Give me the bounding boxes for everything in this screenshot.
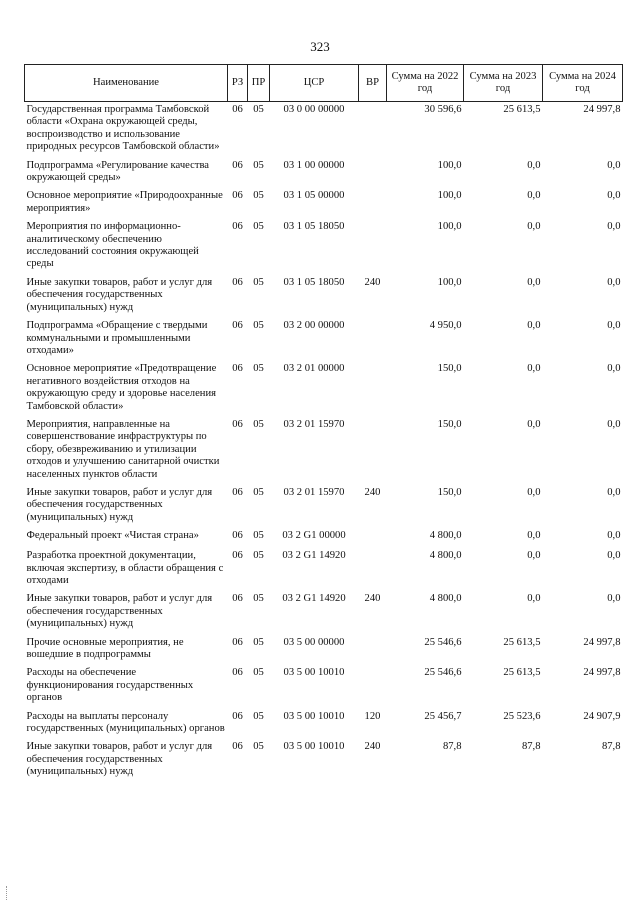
row-sum-2022: 87,8 <box>442 741 462 753</box>
row-rz: 06 <box>232 221 243 233</box>
row-pr: 05 <box>253 741 264 753</box>
table-row <box>25 417 623 485</box>
row-rz: 06 <box>232 710 243 722</box>
row-pr: 05 <box>253 190 264 202</box>
row-sum-2024: 0,0 <box>607 486 621 498</box>
table-row <box>25 318 623 361</box>
row-csr: 03 2 G1 14920 <box>282 550 346 562</box>
row-csr: 03 5 00 10010 <box>283 741 345 753</box>
row-rz: 06 <box>232 159 243 171</box>
table-body <box>25 102 623 783</box>
row-rz: 06 <box>232 418 243 430</box>
row-rz: 06 <box>232 530 243 542</box>
row-name: Мероприятия, направленные на совершенствование инфраструктуры по сбору, обезвреживанию и утилизации отходов и улучшению санитарной очистки населенных пунктов области <box>26 418 220 480</box>
row-sum-2024: 87,8 <box>601 741 621 753</box>
table-row <box>25 591 623 634</box>
row-rz: 06 <box>232 593 243 605</box>
row-csr: 03 2 G1 14920 <box>282 593 346 605</box>
row-csr: 03 2 01 15970 <box>283 418 345 430</box>
row-vr <box>359 318 387 361</box>
row-sum-2023: 0,0 <box>527 363 541 375</box>
row-sum-2024: 0,0 <box>607 530 621 542</box>
row-csr: 03 5 00 10010 <box>283 667 345 679</box>
row-sum-2023: 0,0 <box>527 530 541 542</box>
row-vr: 120 <box>364 710 381 722</box>
scan-margin-mark <box>6 886 8 900</box>
table-row <box>25 528 623 548</box>
page-number: 323 <box>310 39 330 54</box>
row-vr: 240 <box>364 276 381 288</box>
row-csr: 03 2 G1 00000 <box>282 530 346 542</box>
row-rz: 06 <box>232 190 243 202</box>
row-pr: 05 <box>253 550 264 562</box>
row-vr: 240 <box>364 593 381 605</box>
row-sum-2022: 25 546,6 <box>424 636 462 648</box>
row-rz: 06 <box>232 741 243 753</box>
row-sum-2023: 0,0 <box>527 276 541 288</box>
row-name: Иные закупки товаров, работ и услуг для обеспечения государственных (муниципальных) нужд <box>26 486 213 523</box>
row-sum-2024: 0,0 <box>607 363 621 375</box>
row-sum-2024: 0,0 <box>607 190 621 202</box>
row-name: Основное мероприятие «Предотвращение негативного воздействия отходов на окружающую среду и здоровье населения Тамбовской области» <box>26 363 217 412</box>
row-sum-2024: 0,0 <box>607 550 621 562</box>
row-sum-2023: 0,0 <box>527 190 541 202</box>
row-sum-2024: 24 997,8 <box>583 667 621 679</box>
row-sum-2022: 150,0 <box>437 418 462 430</box>
row-sum-2023: 0,0 <box>527 418 541 430</box>
row-sum-2024: 0,0 <box>607 418 621 430</box>
col-header-vr: ВР <box>359 65 387 102</box>
table-row <box>25 188 623 219</box>
table-row <box>25 665 623 708</box>
row-csr: 03 5 00 00000 <box>283 636 345 648</box>
row-csr: 03 5 00 10010 <box>283 710 345 722</box>
row-pr: 05 <box>253 159 264 171</box>
row-vr <box>359 102 387 158</box>
row-rz: 06 <box>232 486 243 498</box>
row-sum-2022: 100,0 <box>437 190 462 202</box>
row-sum-2022: 100,0 <box>437 276 462 288</box>
row-csr: 03 2 01 15970 <box>283 486 345 498</box>
row-sum-2024: 24 997,8 <box>583 636 621 648</box>
row-pr: 05 <box>253 667 264 679</box>
row-name: Подпрограмма «Обращение с твердыми коммунальными и промышленными отходами» <box>26 320 208 356</box>
row-pr: 05 <box>253 320 264 332</box>
row-rz: 06 <box>232 550 243 562</box>
row-sum-2023: 0,0 <box>527 320 541 332</box>
row-sum-2022: 4 950,0 <box>429 320 462 332</box>
row-vr <box>359 665 387 708</box>
col-header-sum-2022: Сумма на 2022 год <box>387 65 464 102</box>
row-csr: 03 2 01 00000 <box>283 363 345 375</box>
table-row <box>25 361 623 417</box>
row-name: Разработка проектной документации, включая экспертизу, в области обращения с отходами <box>26 550 224 586</box>
col-header-rz: РЗ <box>228 65 248 102</box>
row-rz: 06 <box>232 104 243 115</box>
row-sum-2024: 24 907,9 <box>583 710 621 722</box>
row-vr: 240 <box>364 741 381 753</box>
row-sum-2024: 0,0 <box>607 159 621 171</box>
budget-table <box>24 64 623 783</box>
table-row <box>25 548 623 591</box>
row-name: Расходы на выплаты персоналу государственных (муниципальных) органов <box>26 710 225 735</box>
row-sum-2024: 0,0 <box>607 276 621 288</box>
row-csr: 03 1 05 18050 <box>283 276 345 288</box>
table-row <box>25 635 623 666</box>
row-pr: 05 <box>253 221 264 233</box>
row-sum-2023: 25 523,6 <box>503 710 541 722</box>
row-name: Расходы на обеспечение функционирования государственных органов <box>26 667 194 704</box>
col-header-name: Наименование <box>25 65 228 102</box>
row-sum-2023: 25 613,5 <box>503 104 541 115</box>
row-rz: 06 <box>232 667 243 679</box>
table-row <box>25 219 623 275</box>
row-sum-2023: 25 613,5 <box>503 636 541 648</box>
row-name: Государственная программа Тамбовской области «Охрана окружающей среды, воспроизводство и использование природных ресурсов Тамбовской области» <box>26 104 220 153</box>
row-sum-2022: 25 456,7 <box>424 710 462 722</box>
row-sum-2022: 30 596,6 <box>424 104 462 115</box>
table-row <box>25 709 623 740</box>
row-name: Основное мероприятие «Природоохранные мероприятия» <box>26 190 223 214</box>
row-pr: 05 <box>253 363 264 375</box>
row-pr: 05 <box>253 530 264 542</box>
table-row <box>25 158 623 189</box>
row-pr: 05 <box>253 418 264 430</box>
row-vr <box>359 361 387 417</box>
row-csr: 03 0 00 00000 <box>283 104 345 115</box>
row-rz: 06 <box>232 363 243 375</box>
row-sum-2024: 24 997,8 <box>583 104 621 115</box>
row-pr: 05 <box>253 710 264 722</box>
row-pr: 05 <box>253 276 264 288</box>
row-sum-2023: 0,0 <box>527 486 541 498</box>
row-sum-2022: 100,0 <box>437 221 462 233</box>
row-name: Иные закупки товаров, работ и услуг для обеспечения государственных (муниципальных) нужд <box>26 741 213 778</box>
row-pr: 05 <box>253 593 264 605</box>
row-sum-2023: 87,8 <box>521 741 541 753</box>
row-pr: 05 <box>253 486 264 498</box>
row-vr <box>359 528 387 548</box>
row-csr: 03 1 00 00000 <box>283 159 345 171</box>
row-rz: 06 <box>232 636 243 648</box>
row-rz: 06 <box>232 276 243 288</box>
row-vr <box>359 635 387 666</box>
row-name: Прочие основные мероприятия, не вошедшие в подпрограммы <box>26 636 184 661</box>
row-csr: 03 2 00 00000 <box>283 320 345 332</box>
row-name: Подпрограмма «Регулирование качества окружающей среды» <box>26 159 210 184</box>
row-csr: 03 1 05 00000 <box>283 190 345 202</box>
row-name: Мероприятия по информационно-аналитическому обеспечению исследований состояния окружающей среды <box>26 221 199 270</box>
row-sum-2022: 150,0 <box>437 363 462 375</box>
table-row <box>25 485 623 528</box>
row-name: Иные закупки товаров, работ и услуг для обеспечения государственных (муниципальных) нужд <box>26 593 213 630</box>
table-row <box>25 275 623 318</box>
table-row <box>25 739 623 782</box>
col-header-csr: ЦСР <box>270 65 359 102</box>
row-rz: 06 <box>232 320 243 332</box>
row-sum-2024: 0,0 <box>607 221 621 233</box>
row-csr: 03 1 05 18050 <box>283 221 345 233</box>
row-vr <box>359 548 387 591</box>
col-header-sum-2023: Сумма на 2023 год <box>464 65 543 102</box>
row-sum-2023: 0,0 <box>527 159 541 171</box>
row-sum-2022: 4 800,0 <box>429 593 462 605</box>
row-name: Иные закупки товаров, работ и услуг для обеспечения государственных (муниципальных) нужд <box>26 276 213 313</box>
row-vr <box>359 188 387 219</box>
row-sum-2022: 100,0 <box>437 159 462 171</box>
row-sum-2024: 0,0 <box>607 593 621 605</box>
row-sum-2022: 25 546,6 <box>424 667 462 679</box>
row-pr: 05 <box>253 104 264 115</box>
row-vr <box>359 417 387 485</box>
row-sum-2023: 0,0 <box>527 221 541 233</box>
col-header-sum-2024: Сумма на 2024 год <box>543 65 623 102</box>
row-sum-2022: 4 800,0 <box>429 530 462 542</box>
row-sum-2022: 4 800,0 <box>429 550 462 562</box>
row-sum-2024: 0,0 <box>607 320 621 332</box>
row-vr <box>359 219 387 275</box>
row-vr: 240 <box>364 486 381 498</box>
row-sum-2023: 0,0 <box>527 593 541 605</box>
row-sum-2023: 0,0 <box>527 550 541 562</box>
table-row <box>25 102 623 158</box>
row-pr: 05 <box>253 636 264 648</box>
row-vr <box>359 158 387 189</box>
col-header-pr: ПР <box>248 65 270 102</box>
table-header <box>25 65 623 102</box>
row-sum-2022: 150,0 <box>437 486 462 498</box>
row-sum-2023: 25 613,5 <box>503 667 541 679</box>
row-name: Федеральный проект «Чистая страна» <box>26 530 199 542</box>
